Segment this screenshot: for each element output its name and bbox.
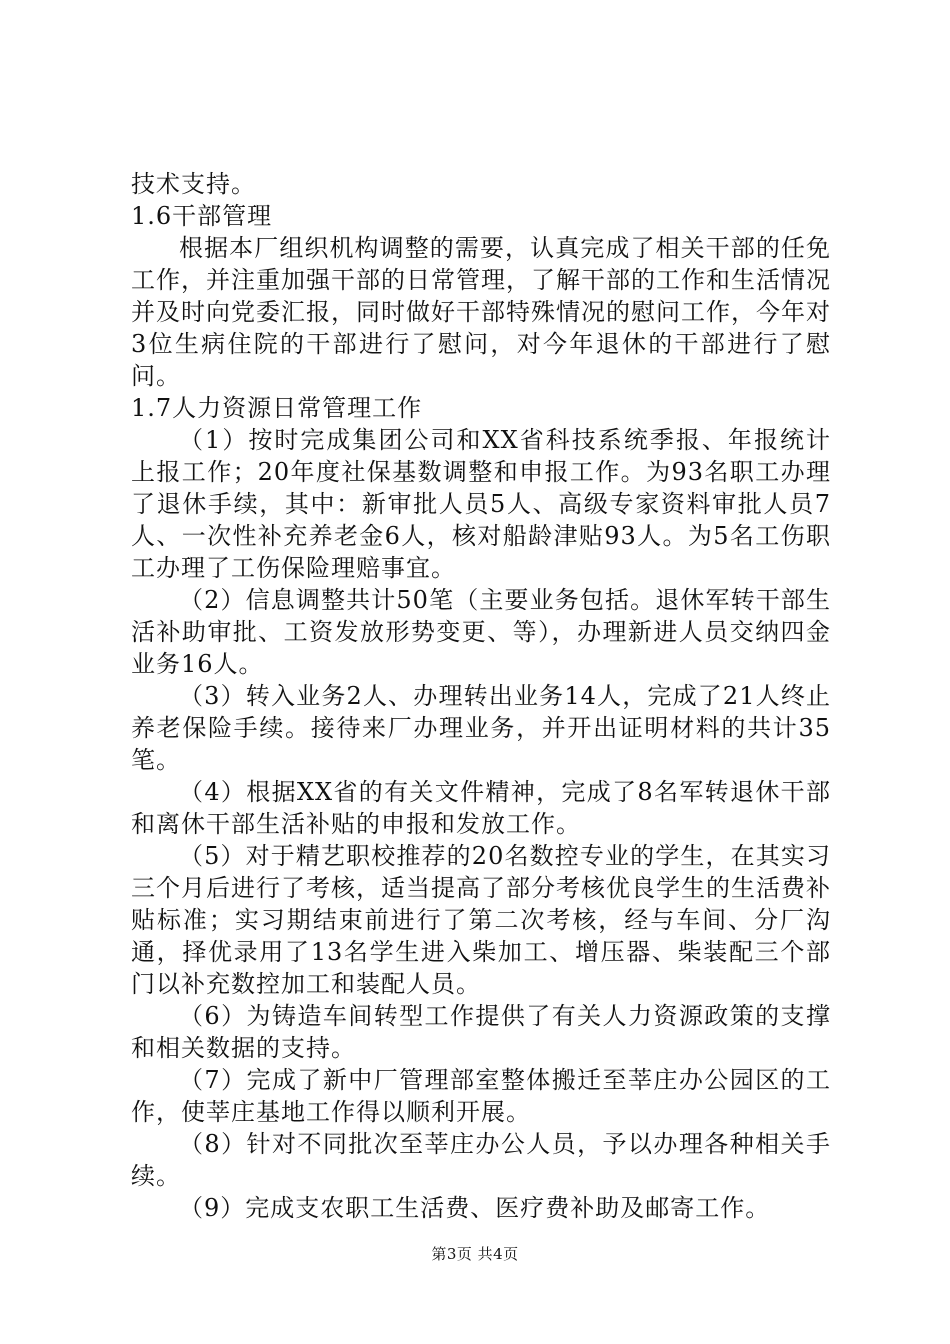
list-item-1: （1）按时完成集团公司和XX省科技系统季报、年报统计上报工作；20年度社保基数调整和申报工作。为93名职工办理了退休手续，其中：新审批人员5人、高级专家资料审批人员7人、一次性补充养老金6人，核对船龄津贴93人。为5名工伤职工办理了工伤保险理赔事宜。 (131, 426, 831, 582)
section-heading-1-7: 1.7人力资源日常管理工作 (131, 394, 423, 422)
section-heading-1-6: 1.6干部管理 (131, 202, 273, 230)
list-item-4: （4）根据XX省的有关文件精神，完成了8名军转退休干部和离休干部生活补贴的申报和发放工作。 (131, 778, 831, 838)
list-item-9: （9）完成支农职工生活费、医疗费补助及邮寄工作。 (179, 1194, 771, 1222)
list-item-2: （2）信息调整共计50笔（主要业务包括。退休军转干部生活补助审批、工资发放形势变更、等），办理新进人员交纳四金业务16人。 (131, 586, 831, 678)
list-item-3: （3）转入业务2人、办理转出业务14人，完成了21人终止养老保险手续。接待来厂办理业务，并开出证明材料的共计35笔。 (131, 682, 831, 774)
page-footer (0, 1244, 950, 1264)
list-item-7: （7）完成了新中厂管理部室整体搬迁至莘庄办公园区的工作，使莘庄基地工作得以顺利开展。 (131, 1066, 831, 1126)
page-number-label: 第3页 共4页 (431, 1245, 519, 1263)
paragraph-cadre-management: 根据本厂组织机构调整的需要，认真完成了相关干部的任免工作，并注重加强干部的日常管理，了解干部的工作和生活情况并及时向党委汇报，同时做好干部特殊情况的慰问工作，今年对3位生病住院的干部进行了慰问，对今年退休的干部进行了慰问。 (131, 234, 831, 390)
list-item-8: （8）针对不同批次至莘庄办公人员，予以办理各种相关手续。 (131, 1130, 831, 1190)
list-item-5: （5）对于精艺职校推荐的20名数控专业的学生，在其实习三个月后进行了考核，适当提高了部分考核优良学生的生活费补贴标准；实习期结束前进行了第二次考核，经与车间、分厂沟通，择优录用了13名学生进入柴加工、增压器、柴装配三个部门以补充数控加工和装配人员。 (131, 842, 831, 998)
paragraph-continuation: 技术支持。 (131, 170, 256, 198)
document-body (131, 168, 831, 1224)
list-item-6: （6）为铸造车间转型工作提供了有关人力资源政策的支撑和相关数据的支持。 (131, 1002, 831, 1062)
